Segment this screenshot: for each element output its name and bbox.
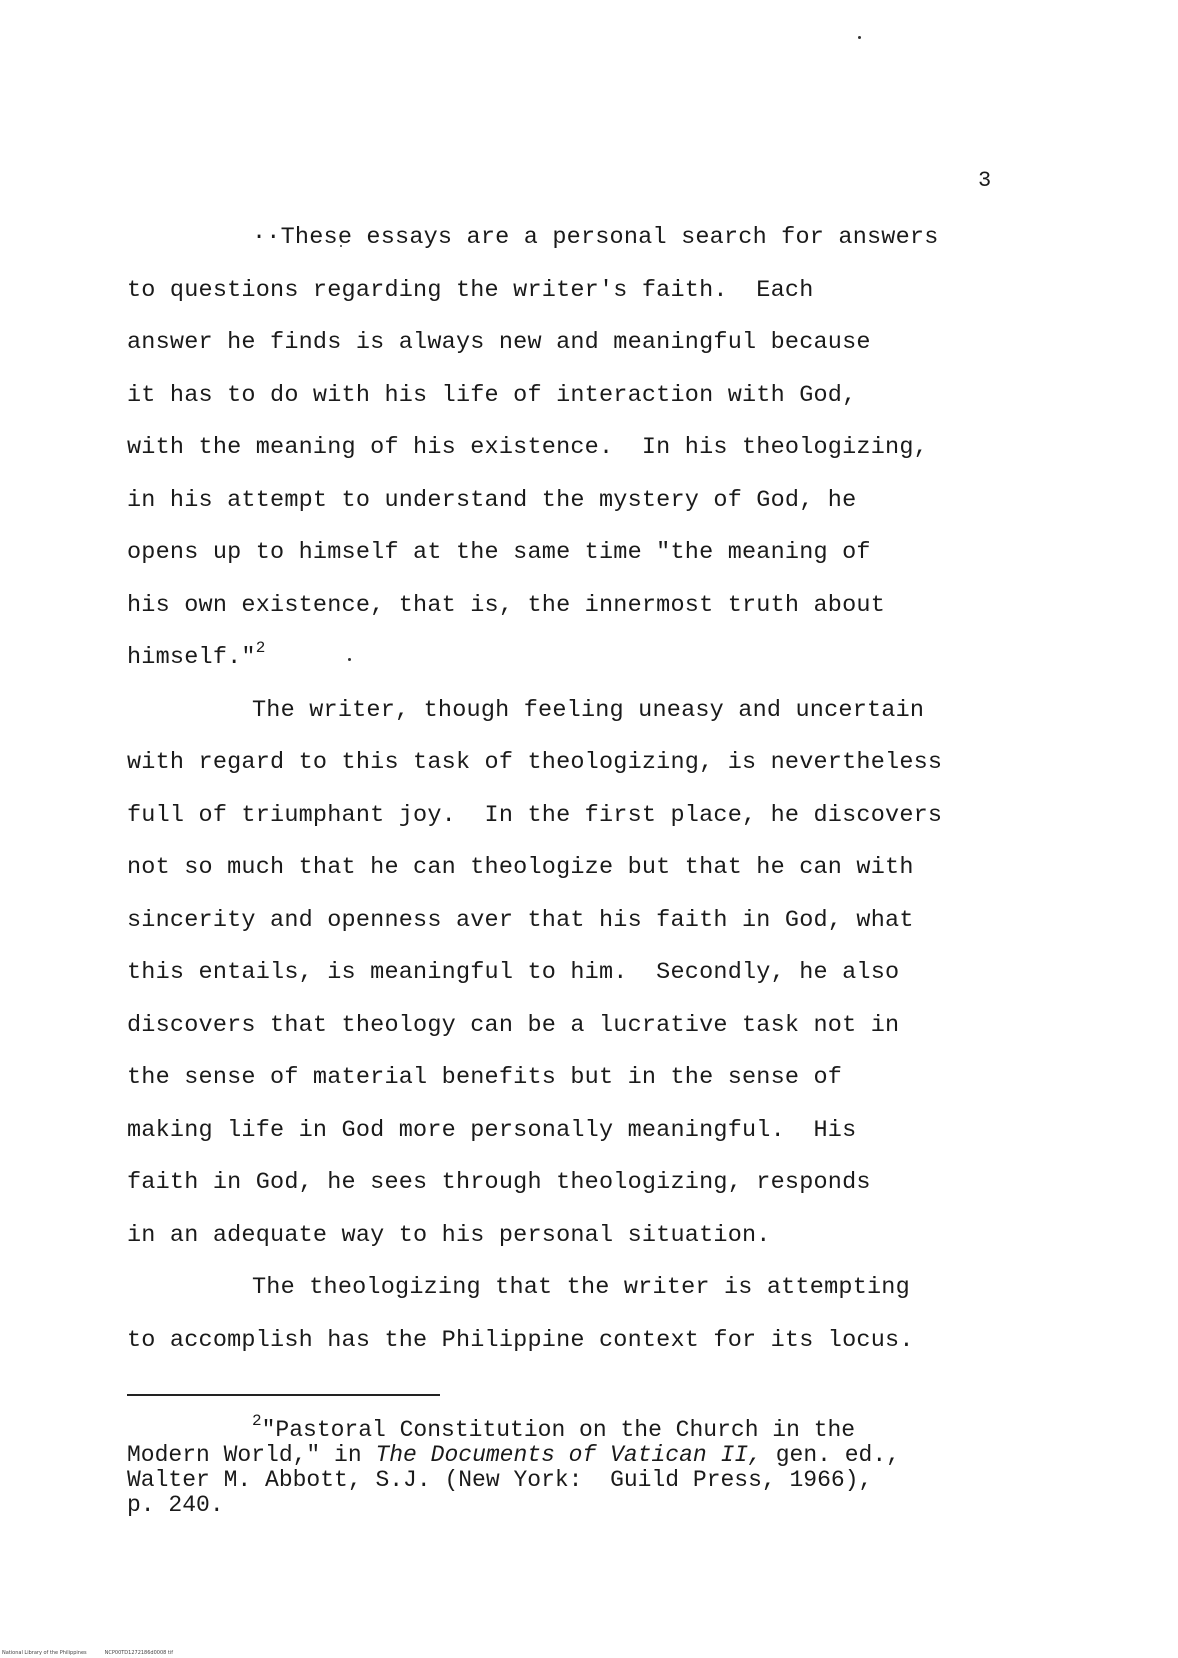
footnote-divider [127,1394,440,1396]
footnote-text: gen. ed., [761,1442,900,1468]
page-number: 3 [978,168,992,193]
paragraph-2-line: faith in God, he sees through theologizing, responds [127,1169,871,1196]
footnote-number: 2 [252,1412,262,1430]
paragraph-1-line: with the meaning of his existence. In his theologizing, [127,434,928,461]
paragraph-2-line: not so much that he can theologize but that he can with [127,854,914,881]
scan-speck [858,36,861,39]
paragraph-2-line: the sense of material benefits but in the sense of [127,1064,843,1091]
footnote-text: "Pastoral Constitution on the Church in the [261,1417,856,1443]
paragraph-2-line: full of triumphant joy. In the first place, he discovers [127,801,943,829]
paragraph-2-line: sincerity and openness aver that his faith in God, what [127,906,914,934]
paragraph-1-line: in his attempt to understand the mystery of God, he [127,486,857,514]
footnote-line-2 [127,1443,1027,1468]
paragraph-1-line: it has to do with his life of interaction with God, [127,381,857,409]
footnote-book-title: The Documents of Vatican II, [375,1442,762,1468]
paragraph-2-line: with regard to this task of theologizing, is nevertheless [127,749,943,776]
archive-stamp [2,1650,191,1656]
footnote [127,1412,1027,1518]
footnote-line-1 [127,1412,1027,1443]
paragraph-1-last-line [127,632,1027,685]
paragraph-1-line: his own existence, that is, the innermost truth about [127,591,886,619]
paragraph-2-line: discovers that theology can be a lucrative task not in [127,1011,900,1039]
paragraph-1-line: answer he finds is always new and meaningful because [127,329,871,356]
archive-stamp-library: National Library of the Philippines [2,1650,87,1656]
paragraph-2-line: in an adequate way to his personal situation. [127,1221,771,1249]
paragraph-3-line: The theologizing that the writer is attempting [252,1274,910,1301]
paragraph-1-line: ··These essays are a personal search for answers [252,224,939,251]
footnote-text: Modern World," in [127,1442,376,1468]
footnote-line-4: p. 240. [127,1492,224,1518]
archive-stamp-file: NCP00TD1272186d0008 tif [104,1650,174,1656]
paragraph-1-line: himself." [127,644,256,671]
footnote-reference: 2 [255,639,266,657]
paragraph-1-line: opens up to himself at the same time "the meaning of [127,539,871,566]
paragraph-1-line: to questions regarding the writer's faith. Each [127,276,814,304]
paragraph-2-line: The writer, though feeling uneasy and uncertain [252,696,925,724]
paragraph-2-line: this entails, is meaningful to him. Secondly, he also [127,959,900,986]
paragraph-2-line: making life in God more personally meaningful. His [127,1116,857,1144]
body-text [127,212,1027,1367]
footnote-line-3: Walter M. Abbott, S.J. (New York: Guild Press, 1966), [127,1467,873,1493]
paragraph-3-line: to accomplish has the Philippine context for its locus. [127,1326,914,1354]
